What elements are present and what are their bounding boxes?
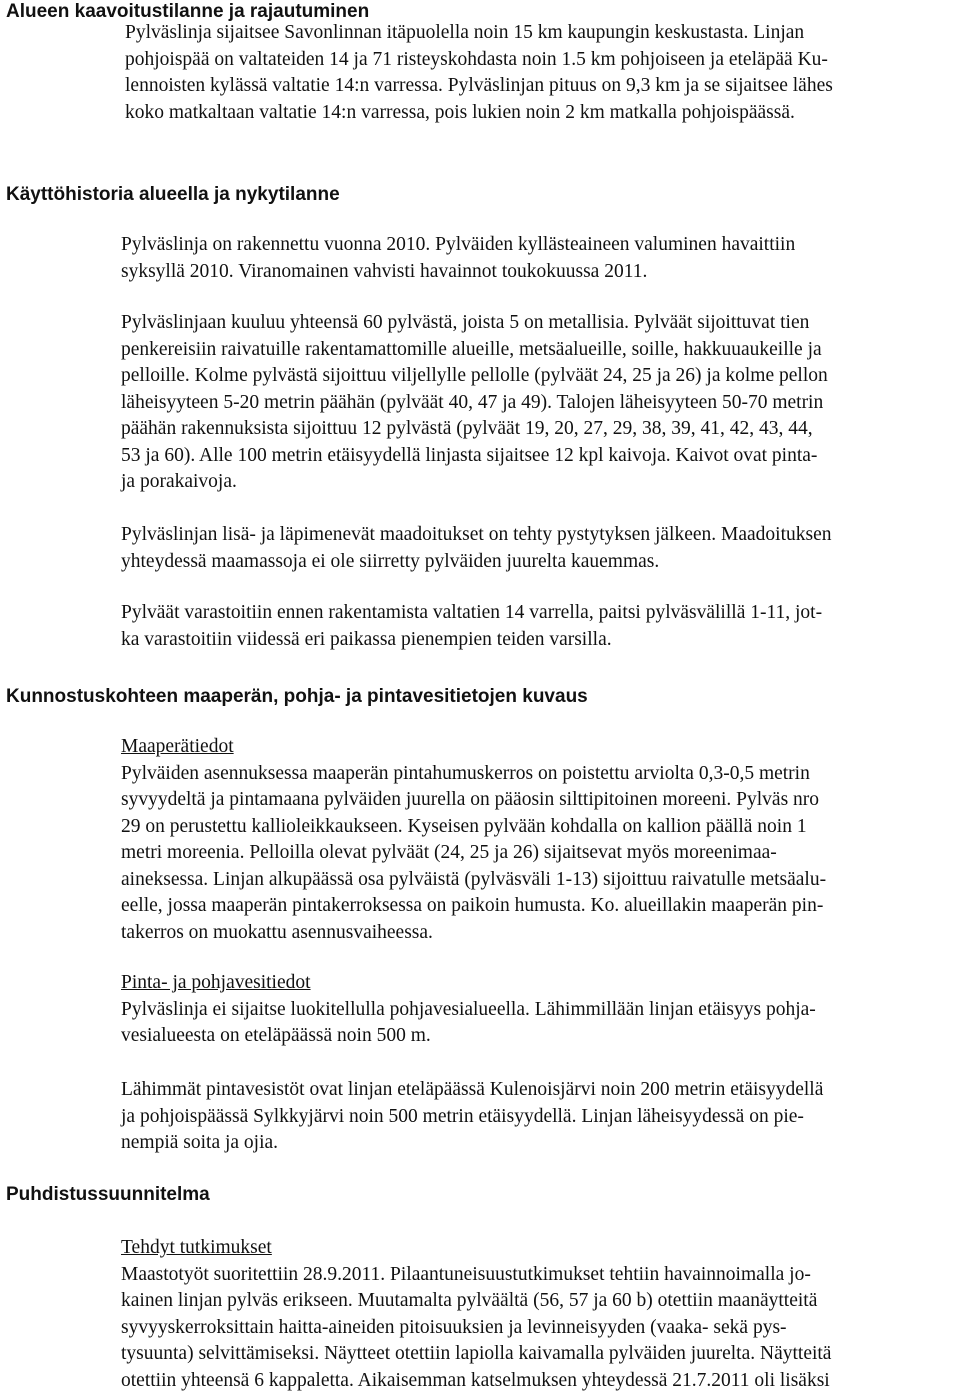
text-line: koko matkaltaan valtatie 14:n varressa, pois lukien noin 2 km matkalla pohjoispäässä.	[125, 100, 955, 127]
text-line: takerros on muokattu asennusvaiheessa.	[121, 920, 955, 947]
text-line: Pylväslinja sijaitsee Savonlinnan itäpuolella noin 15 km kaupungin keskustasta. Linjan	[125, 20, 955, 47]
text-line: ja porakaivoja.	[121, 469, 955, 496]
heading-usage-history: Käyttöhistoria alueella ja nykytilanne	[6, 183, 340, 207]
text-line: ka varastoitiin viidessä eri paikassa pienempien teiden varsilla.	[121, 627, 955, 654]
text-line: Pylväslinja ei sijaitse luokitellulla pohjavesialueella. Lähimmillään linjan etäisyys pohja-	[121, 997, 955, 1024]
text-line: lennoisten kylässä valtatie 14:n varressa. Pylväslinjan pituus on 9,3 km ja se sijaitsee lähes	[125, 73, 955, 100]
text-line: Pylväiden asennuksessa maaperän pintahumuskerros on poistettu arviolta 0,3-0,5 metrin	[121, 761, 955, 788]
subheading-water-data: Pinta- ja pohjavesitiedot	[121, 970, 955, 997]
paragraph-surface-water	[121, 1077, 955, 1157]
text-line: yhteydessä maamassoja ei ole siirretty pylväiden juurelta kauemmas.	[121, 549, 955, 576]
text-line: Pylväslinjan lisä- ja läpimenevät maadoitukset on tehty pystytyksen jälkeen. Maadoituksen	[121, 522, 955, 549]
heading-remediation-plan: Puhdistussuunnitelma	[6, 1183, 210, 1207]
paragraph-location	[125, 20, 955, 126]
text-line: vesialueesta on eteläpäässä noin 500 m.	[121, 1023, 955, 1050]
text-line: kainen linjan pylväs erikseen. Muutamalta pylväältä (56, 57 ja 60 b) otettiin maanäytteitä	[121, 1288, 955, 1315]
subsection-soil	[121, 734, 955, 946]
text-line: metri moreenia. Pelloilla olevat pylväät (24, 25 ja 26) sijaitsevat myös moreenimaa-	[121, 840, 955, 867]
subheading-soil-data: Maaperätiedot	[121, 734, 955, 761]
text-line: Pylväslinja on rakennettu vuonna 2010. Pylväiden kyllästeaineen valuminen havaittiin	[121, 232, 955, 259]
text-line: pohjoispää on valtateiden 14 ja 71 risteyskohdasta noin 1.5 km pohjoiseen ja eteläpää Ku-	[125, 47, 955, 74]
subheading-investigations: Tehdyt tutkimukset	[121, 1235, 955, 1262]
paragraph-storage	[121, 600, 955, 653]
text-line: 53 ja 60). Alle 100 metrin etäisyydellä linjasta sijaitsee 12 kpl kaivoja. Kaivot ovat pinta-	[121, 443, 955, 470]
heading-soil-water: Kunnostuskohteen maaperän, pohja- ja pintavesitietojen kuvaus	[6, 685, 588, 709]
subsection-investigations	[121, 1235, 955, 1394]
paragraph-poles	[121, 310, 955, 496]
text-line: Maastotyöt suoritettiin 28.9.2011. Pilaantuneisuustutkimukset tehtiin havainnoimalla jo-	[121, 1262, 955, 1289]
text-line: pelloille. Kolme pylvästä sijoittuu viljellylle pellolle (pylväät 24, 25 ja 26) ja kolme pellon	[121, 363, 955, 390]
text-line: aineksessa. Linjan alkupäässä osa pylväistä (pylväsväli 1-13) sijoittuu raivatulle metsäalu-	[121, 867, 955, 894]
text-line: syksyllä 2010. Viranomainen vahvisti havainnot toukokuussa 2011.	[121, 259, 955, 286]
text-line: otettiin yhteensä 6 kappaletta. Aikaisemman katselmuksen yhteydessä 21.7.2011 oli lisäksi	[121, 1368, 955, 1394]
text-line: nempiä soita ja ojia.	[121, 1130, 955, 1157]
text-line: Pylväät varastoitiin ennen rakentamista valtatien 14 varrella, paitsi pylväsvälillä 1-11, jot-	[121, 600, 955, 627]
text-line: läheisyyteen 5-20 metrin päähän (pylväät 40, 47 ja 49). Talojen läheisyyteen 50-70 metrin	[121, 390, 955, 417]
paragraph-grounding	[121, 522, 955, 575]
subsection-water	[121, 970, 955, 1050]
text-line: päähän rakennuksista sijoittuu 12 pylvästä (pylväät 19, 20, 27, 29, 38, 39, 41, 42, 43, 44,	[121, 416, 955, 443]
text-line: eelle, jossa maaperän pintakerroksessa on paikoin humusta. Ko. alueillakin maaperän pin-	[121, 893, 955, 920]
text-line: tysuunta) selvittämiseksi. Näytteet otettiin lapiolla kaivamalla pylväiden juurelta. Näytteitä	[121, 1341, 955, 1368]
text-line: syvyyskerroksittain haitta-aineiden pitoisuuksien ja levinneisyyden (vaaka- sekä pys-	[121, 1315, 955, 1342]
text-line: ja pohjoispäässä Sylkkyjärvi noin 500 metrin etäisyydellä. Linjan läheisyydessä on pie-	[121, 1104, 955, 1131]
heading-zoning: Alueen kaavoitustilanne ja rajautuminen	[6, 0, 369, 24]
text-line: penkereisiin raivatuille rakentamattomille alueille, metsäalueille, soille, hakkuuaukeille ja	[121, 337, 955, 364]
paragraph-construction	[121, 232, 955, 285]
text-line: Pylväslinjaan kuuluu yhteensä 60 pylvästä, joista 5 on metallisia. Pylväät sijoittuvat tien	[121, 310, 955, 337]
text-line: Lähimmät pintavesistöt ovat linjan eteläpäässä Kulenoisjärvi noin 200 metrin etäisyydellä	[121, 1077, 955, 1104]
text-line: 29 on perustettu kallioleikkaukseen. Kyseisen pylvään kohdalla on kallion päällä noin 1	[121, 814, 955, 841]
text-line: syvyydeltä ja pintamaana pylväiden juurella on pääosin silttipitoinen moreeni. Pylväs nro	[121, 787, 955, 814]
